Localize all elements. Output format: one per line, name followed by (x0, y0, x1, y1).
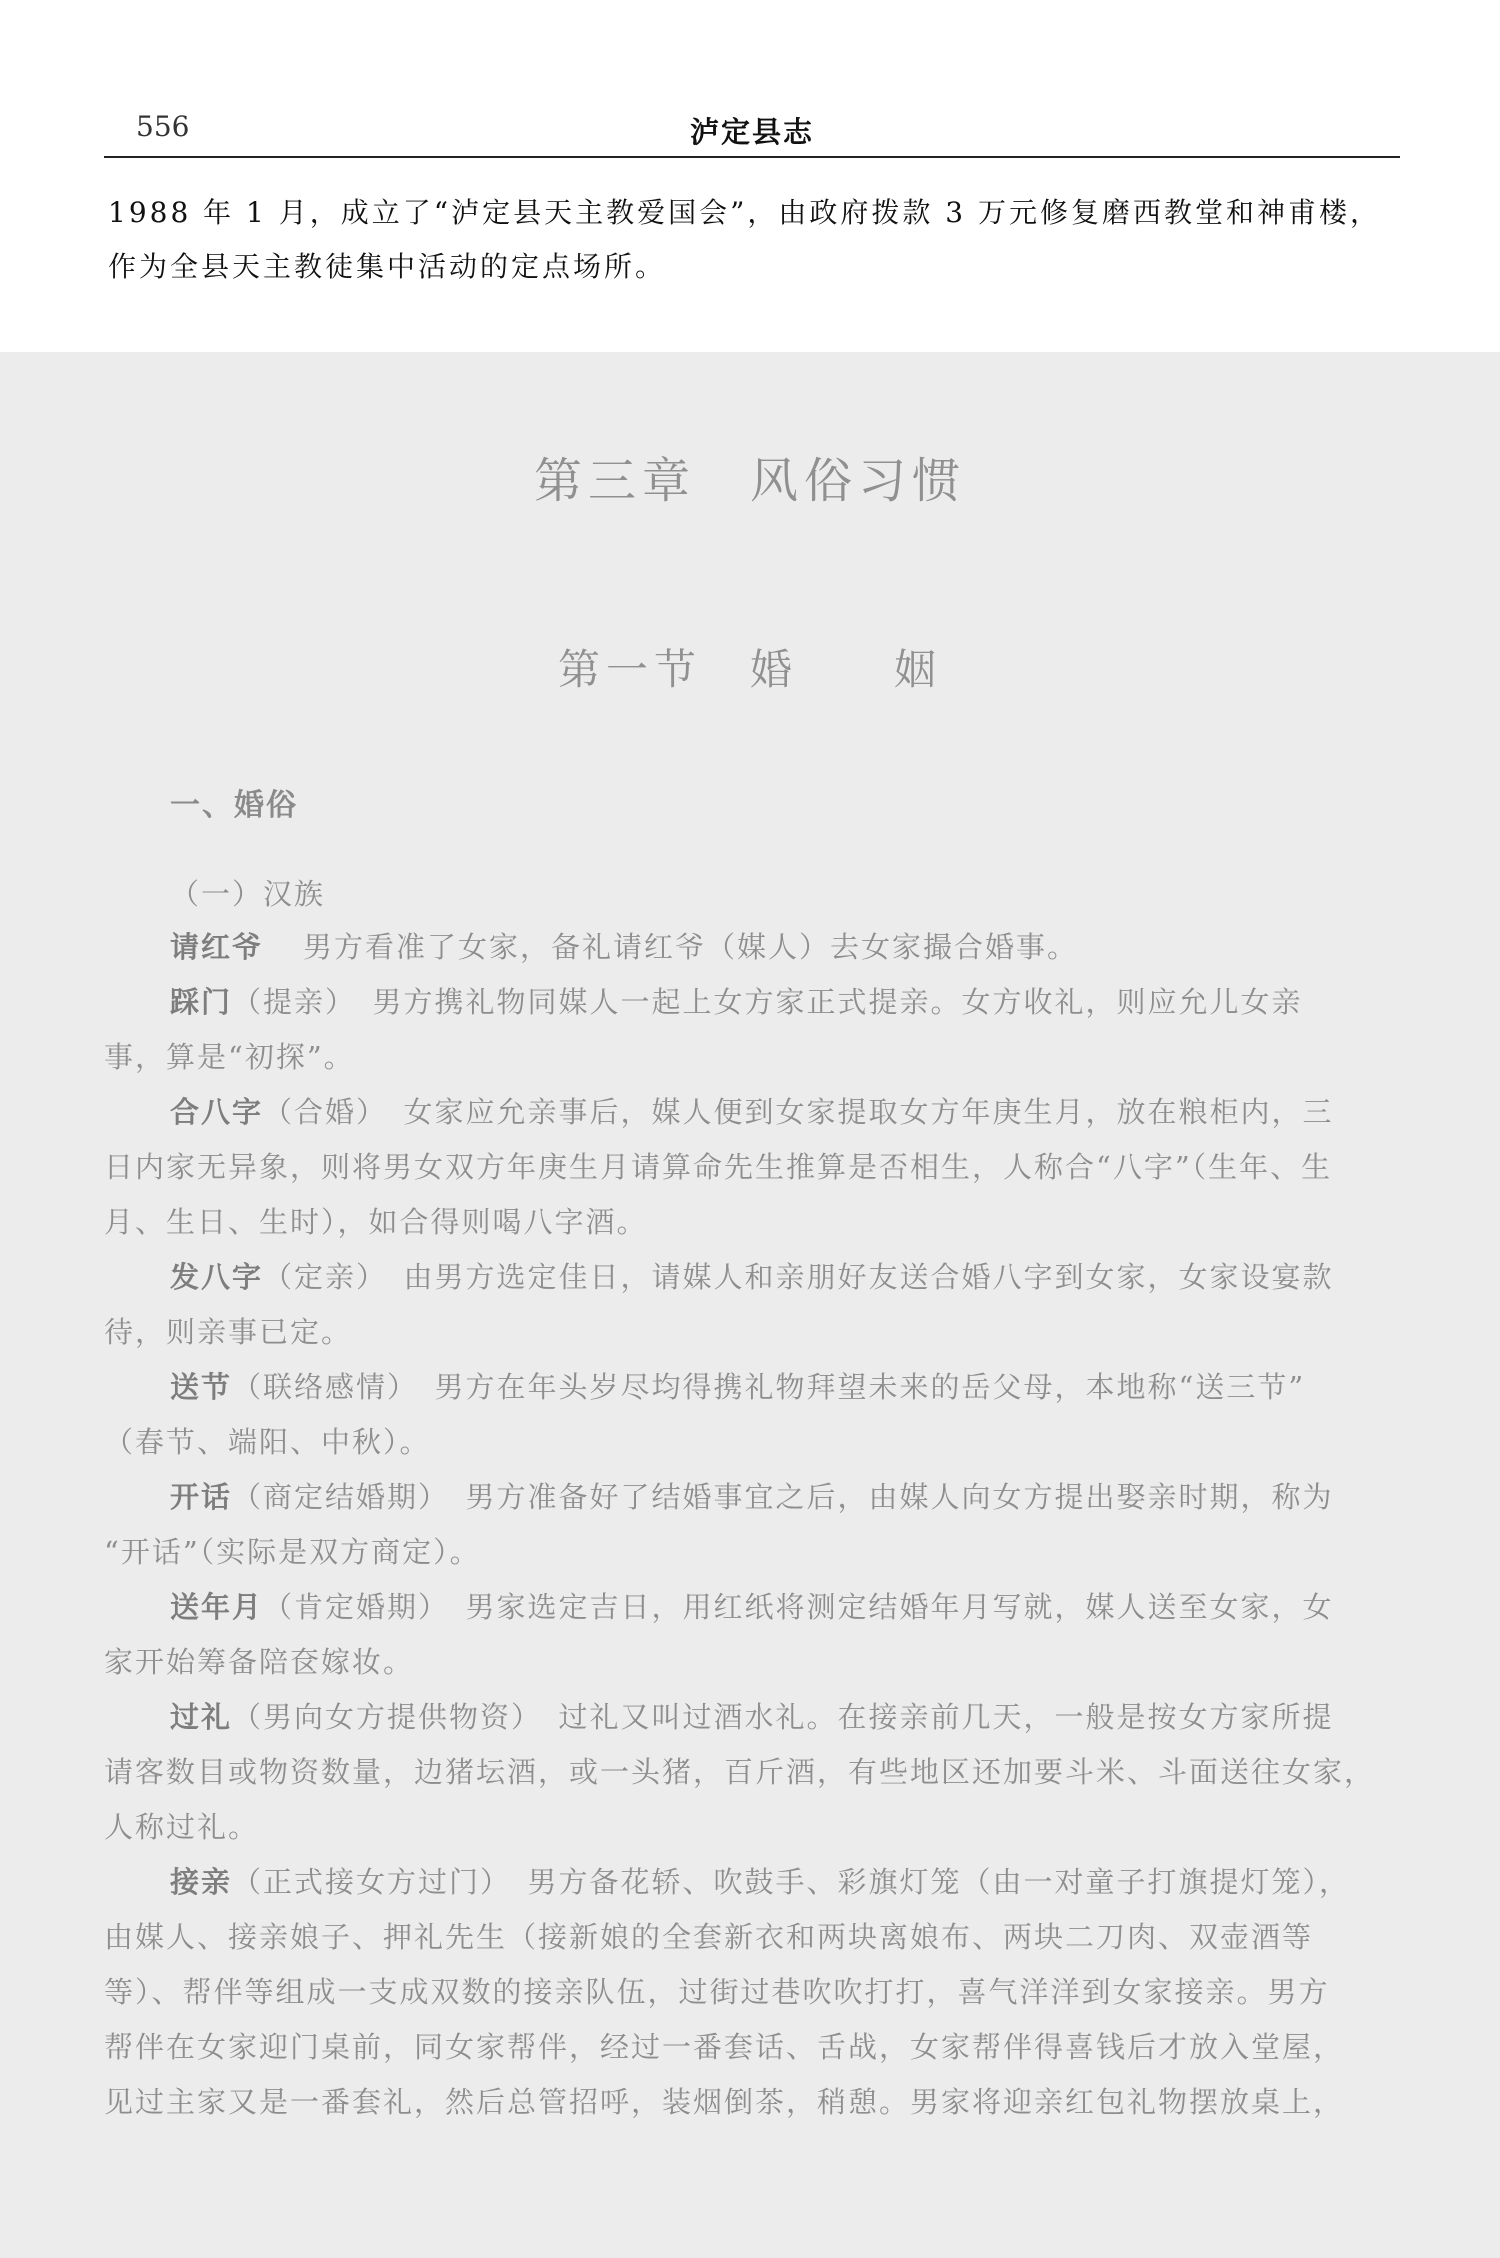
entry-text: 请客数目或物资数量，边猪坛酒，或一头猪，百斤酒，有些地区还加要斗米、斗面送往女家， (104, 1755, 1376, 1789)
entry-line (104, 1580, 1400, 1635)
page-top (0, 0, 1500, 352)
entry-line (104, 1305, 1400, 1360)
intro-line: 作为全县天主教徒集中活动的定点场所。 (108, 250, 667, 283)
entry-line (104, 2020, 1400, 2075)
entry-text: “开话”（实际是双方商定）。 (104, 1535, 481, 1569)
entry-text: 男方看准了女家，备礼请红爷（媒人）去女家撮合婚事。 (303, 930, 1079, 964)
section-title: 第一节 婚 姻 (557, 645, 942, 694)
custom-entry (104, 975, 1400, 1085)
entry-text: 月、生日、生时），如合得则喝八字酒。 (104, 1205, 648, 1239)
entry-term: 送节 (170, 1370, 233, 1404)
entry-line (104, 1360, 1400, 1415)
entry-term: 发八字 (170, 1260, 264, 1294)
entry-text: 日内家无异象，则将男女双方年庚生月请算命先生推算是否相生，人称合“八字”（生年、生 (104, 1150, 1333, 1184)
entry-text: 待，则亲事已定。 (104, 1315, 353, 1349)
custom-entry (104, 1085, 1400, 1250)
custom-entry (104, 1470, 1400, 1580)
entry-text: 事，算是“初探”。 (104, 1040, 355, 1074)
custom-entry (104, 920, 1400, 975)
entry-line (104, 1745, 1400, 1800)
custom-entry (104, 1360, 1400, 1470)
entry-line (104, 1855, 1400, 1910)
entry-text: （春节、端阳、中秋）。 (104, 1425, 431, 1459)
entry-term: 过礼 (170, 1700, 233, 1734)
entry-line (104, 1030, 1400, 1085)
chapter-title: 第三章 风俗习惯 (533, 453, 966, 509)
entry-line (104, 1800, 1400, 1855)
entry-term: 接亲 (170, 1865, 233, 1899)
entry-line (104, 1250, 1400, 1305)
custom-entry (104, 1580, 1400, 1690)
entry-text: 由媒人、接亲娘子、押礼先生（接新娘的全套新衣和两块离娘布、两块二刀肉、双壶酒等 (104, 1920, 1314, 1954)
entry-line (104, 2075, 1400, 2130)
entry-line (104, 1085, 1400, 1140)
entry-text: （肯定婚期） 男家选定吉日，用红纸将测定结婚年月写就，媒人送至女家，女 (263, 1590, 1334, 1624)
header-rule (104, 156, 1400, 158)
custom-entry (104, 1855, 1400, 2130)
entry-line (104, 1195, 1400, 1250)
entry-text: 见过主家又是一番套礼，然后总管招呼，装烟倒茶，稍憩。男家将迎亲红包礼物摆放桌上， (104, 2085, 1345, 2119)
intro-line: 1988 年 1 月，成立了“泸定县天主教爱国会”，由政府拨款 3 万元修复磨西教堂和神甫楼， (108, 196, 1382, 229)
entry-text: （联络感情） 男方在年头岁尽均得携礼物拜望未来的岳父母，本地称“送三节” (232, 1370, 1306, 1404)
faded-page-region (0, 352, 1500, 2258)
entry-term: 请红爷 (170, 930, 264, 964)
entry-text: （提亲） 男方携礼物同媒人一起上女方家正式提亲。女方收礼，则应允儿女亲 (232, 985, 1303, 1019)
entry-line (104, 1910, 1400, 1965)
entry-text: 家开始筹备陪奁嫁妆。 (104, 1645, 415, 1679)
entry-text: （商定结婚期） 男方准备好了结婚事宜之后，由媒人向女方提出娶亲时期，称为 (232, 1480, 1334, 1514)
entry-line (104, 1140, 1400, 1195)
entry-text: （定亲） 由男方选定佳日，请媒人和亲朋好友送合婚八字到女家，女家设宴款 (263, 1260, 1334, 1294)
entry-line (104, 1690, 1400, 1745)
entry-line (104, 1635, 1400, 1690)
entry-line (104, 1470, 1400, 1525)
running-header (104, 110, 1400, 160)
intro-paragraph (108, 186, 1400, 294)
entry-line (104, 975, 1400, 1030)
entry-line (104, 1415, 1400, 1470)
entry-line (104, 920, 1400, 975)
entry-term: 踩门 (170, 985, 233, 1019)
subsection-heading: 一、婚俗 (170, 788, 298, 823)
custom-entry (104, 1690, 1400, 1855)
entry-line (104, 1525, 1400, 1580)
book-title: 泸定县志 (689, 115, 814, 149)
entry-text: （正式接女方过门） 男方备花轿、吹鼓手、彩旗灯笼（由一对童子打旗提灯笼）， (232, 1865, 1351, 1899)
entry-line (104, 1965, 1400, 2020)
subsubsection-heading: （一）汉族 (170, 877, 326, 911)
entry-text: （男向女方提供物资） 过礼又叫过酒水礼。在接亲前几天，一般是按女方家所提 (232, 1700, 1334, 1734)
entry-text: （合婚） 女家应允亲事后，媒人便到女家提取女方年庚生月，放在粮柜内，三 (263, 1095, 1334, 1129)
entry-term: 合八字 (170, 1095, 264, 1129)
entry-term: 开话 (170, 1480, 233, 1514)
entry-text: 帮伴在女家迎门桌前，同女家帮伴，经过一番套话、舌战，女家帮伴得喜钱后才放入堂屋， (104, 2030, 1345, 2064)
entry-text: 等）、帮伴等组成一支成双数的接亲队伍，过街过巷吹吹打打，喜气洋洋到女家接亲。男方 (104, 1975, 1330, 2009)
custom-entries (104, 920, 1400, 2130)
entry-term: 送年月 (170, 1590, 264, 1624)
custom-entry (104, 1250, 1400, 1360)
entry-text: 人称过礼。 (104, 1810, 260, 1844)
page-number: 556 (136, 110, 190, 143)
